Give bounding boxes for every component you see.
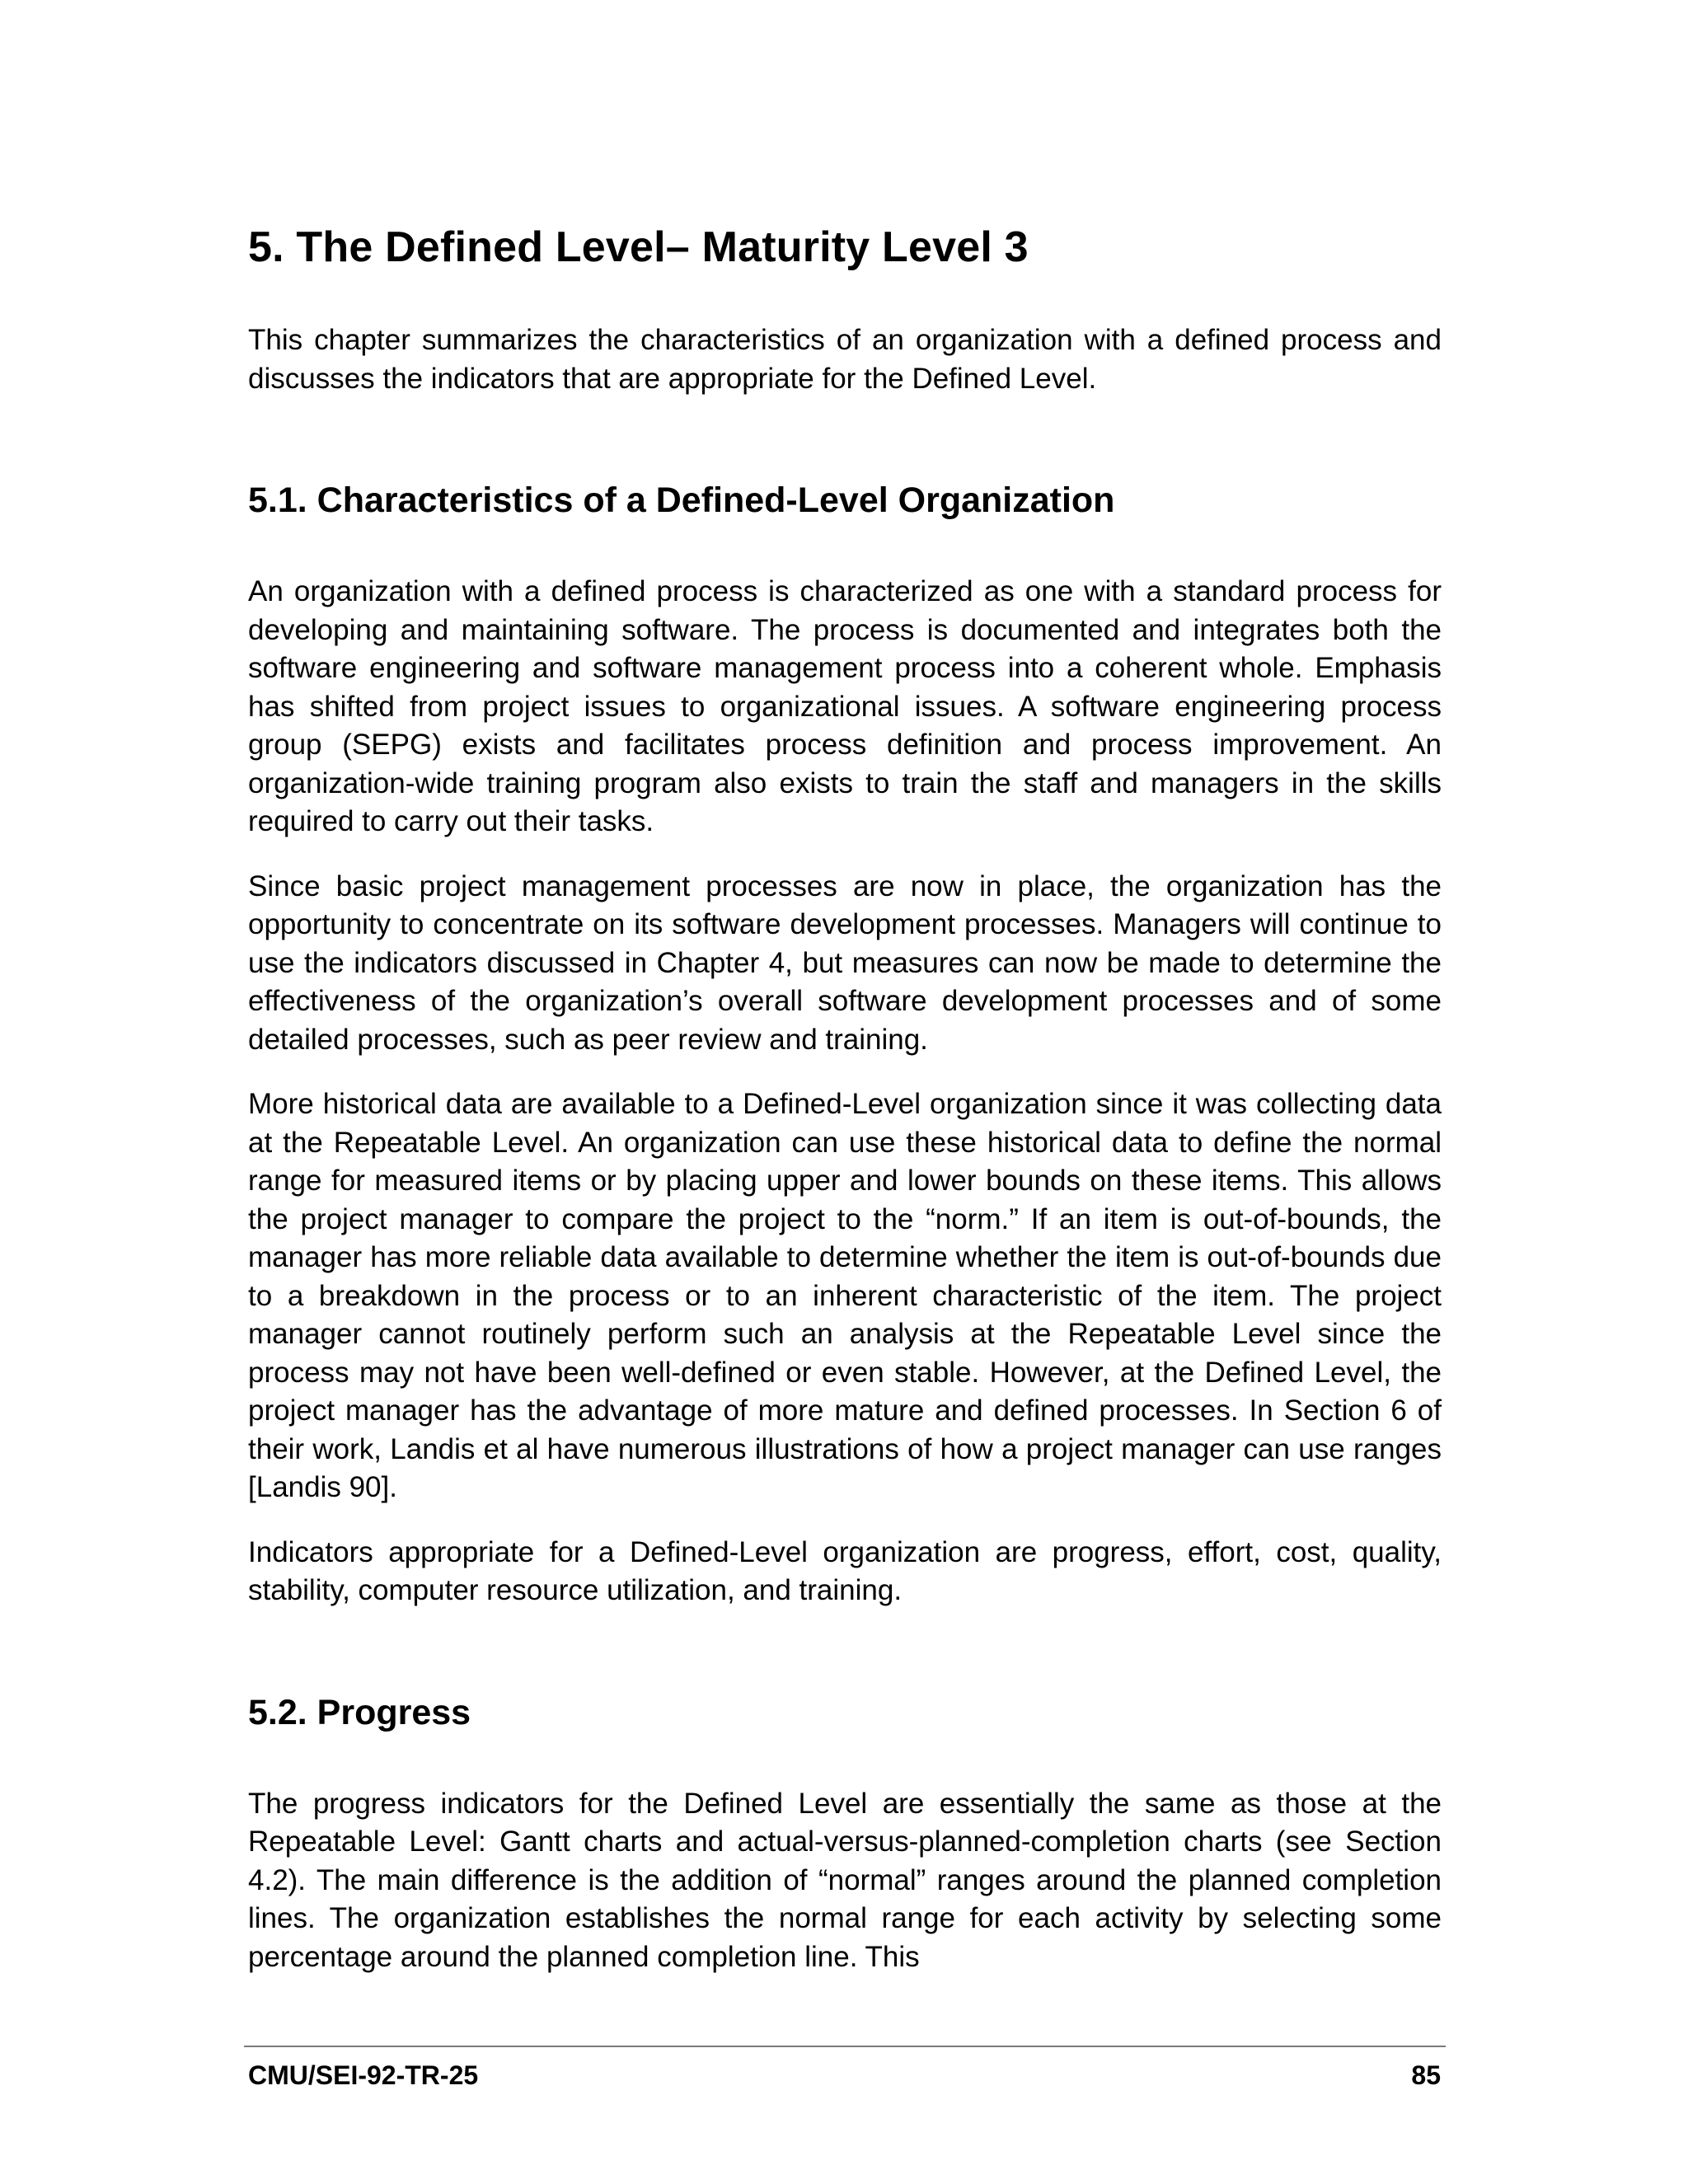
section-5-1-paragraph-4: Indicators appropriate for a Defined-Level organization are progress, effort, cost, quality, stability, computer resource utilization, and training. — [248, 1535, 1442, 1606]
section-5-2-paragraph: The progress indicators for the Defined Level are essentially the same as those at the Repeatable Level: Gantt charts and actual-versus-planned-completion charts (see Section 4.2). The main difference is the addition of “normal” ranges around the planned completion lines. The organization establishes the normal range for each activity by selecting some percentage around the planned completion line. This — [248, 1787, 1442, 1973]
footer-report-id: CMU/SEI-92-TR-25 — [248, 2060, 479, 2090]
section-5-1-heading: 5.1. Characteristics of a Defined-Level Organization — [248, 480, 1115, 520]
section-5-2-heading: 5.2. Progress — [248, 1692, 471, 1732]
section-5-1-paragraph-1: An organization with a defined process is characterized as one with a standard process for developing and maintaining software. The process is documented and integrates both the software engineering and software management process into a coherent whole. Emphasis has shifted from project issues to organizational issues. A software engineering process group (SEPG) exists and facilitates process definition and process improvement. An organization-wide training program also exists to train the staff and managers in the skills required to carry out their tasks. — [248, 575, 1442, 837]
section-5-1-paragraph-2: Since basic project management processes are now in place, the organization has the opportunity to concentrate on its software development processes. Managers will continue to use the indicators discussed in Chapter 4, but measures can now be made to determine the effectiveness of the organization’s overall software development processes and of some detailed processes, such as peer review and training. — [248, 869, 1442, 1056]
spacer — [248, 1059, 1442, 1085]
chapter-title: 5. The Defined Level– Maturity Level 3 — [248, 223, 1029, 271]
spacer — [248, 1507, 1442, 1534]
footer-divider — [244, 2046, 1446, 2047]
section-5-1-paragraph-3: More historical data are available to a Defined-Level organization since it was collecting data at the Repeatable Level. An organization can use these historical data to define the normal range for measured items or by placing upper and lower bounds on these items. This allows the project manager to compare the project to the “norm.” If an item is out-of-bounds, the manager has more reliable data available to determine whether the item is out-of-bounds due to a breakdown in the process or to an inherent characteristic of the item. The project manager cannot routinely perform such an analysis at the Repeatable Level since the process may not have been well-defined or even stable. However, at the Defined Level, the project manager has the advantage of more mature and defined processes. In Section 6 of their work, Landis et al have numerous illustrations of how a project manager can use ranges [Landis 90]. — [248, 1088, 1442, 1503]
chapter-intro: This chapter summarizes the characteristics of an organization with a defined process and discusses the indicators that are appropriate for the Defined Level. — [248, 324, 1442, 395]
spacer — [248, 1610, 1442, 1691]
spacer — [248, 841, 1442, 868]
page-content — [248, 221, 1442, 1976]
footer-page-number: 85 — [1411, 2060, 1441, 2090]
spacer — [248, 398, 1442, 479]
